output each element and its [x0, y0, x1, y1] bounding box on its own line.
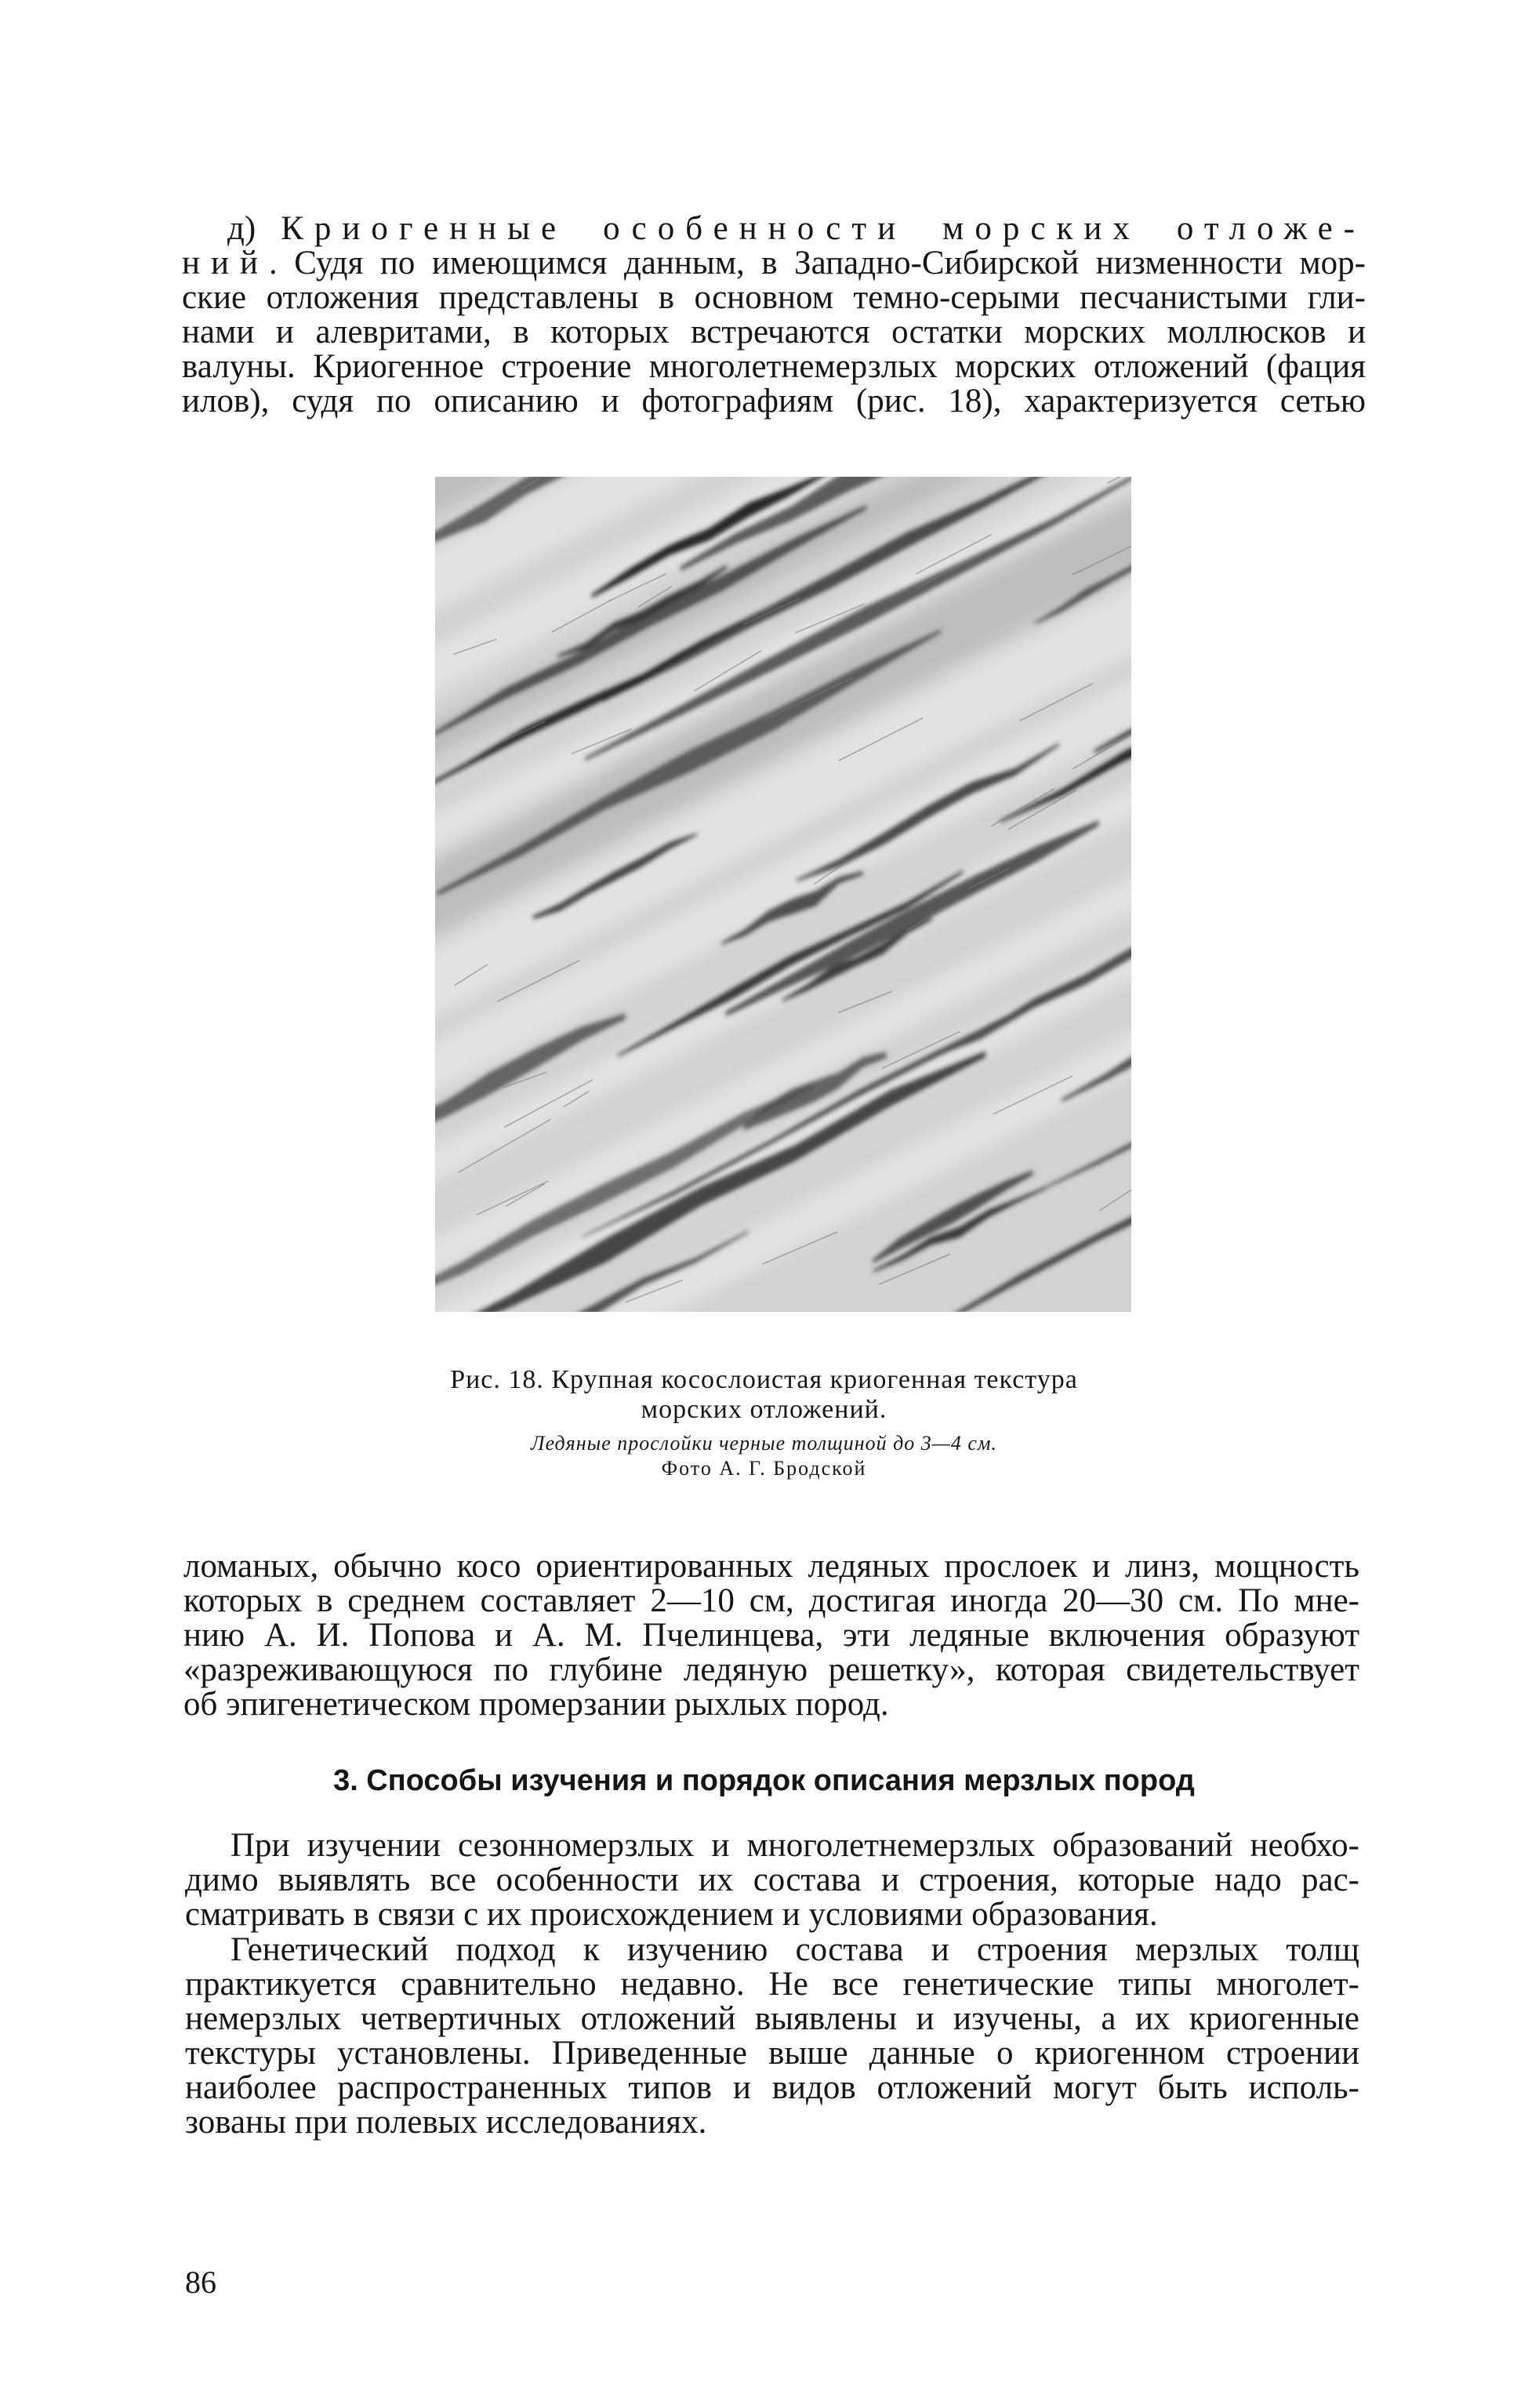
- text-line: илов), судя по описанию и фотографиям (рис. 18), характеризуется сетью: [182, 383, 1366, 419]
- text-line: нию А. И. Попова и А. М. Пчелинцева, эти ледяные включения образуют: [183, 1617, 1359, 1654]
- paragraph-study-methods: [185, 1829, 1359, 1932]
- text-line: которых в среднем составляет 2—10 см, достигая иногда 20—30 см. По мне-: [183, 1582, 1359, 1619]
- text-line: «разреживающуюся по глубине ледяную решетку», которая свидетельствует: [183, 1651, 1359, 1688]
- text-line: д) Криогенные особенности морских отложе-: [227, 210, 1366, 247]
- photo-cross-bedded-ice-texture-icon: [435, 477, 1131, 1312]
- text-line: Генетический подход к изучению состава и строения мерзлых толщ: [230, 1931, 1359, 1968]
- figure-caption-title-cont: морских отложений.: [641, 1395, 887, 1424]
- text-line: наиболее распространенных типов и видов отложений могут быть исполь-: [185, 2069, 1359, 2106]
- text-line: ские отложения представлены в основном темно-серыми песчанистыми гли-: [182, 279, 1366, 316]
- text-line: зованы при полевых исследованиях.: [185, 2104, 707, 2141]
- text-line: немерзлых четвертичных отложений выявлены и изучены, а их криогенные: [185, 2000, 1359, 2037]
- text-line: ний. Судя по имеющимся данным, в Западно-Сибирской низменности мор-: [182, 245, 1366, 281]
- paragraph-marine-deposits: [182, 212, 1366, 419]
- section-heading: 3. Способы изучения и порядок описания мерзлых пород: [333, 1764, 1195, 1797]
- text-line: нами и алевритами, в которых встречаются остатки морских моллюсков и: [182, 314, 1366, 350]
- text-line: ломаных, обычно косо ориентированных ледяных прослоек и линз, мощность: [183, 1548, 1359, 1585]
- text-line: практикуется сравнительно недавно. Не все генетические типы многолет-: [185, 1966, 1359, 2003]
- text-line: об эпигенетическом промерзании рыхлых пород.: [183, 1686, 889, 1723]
- text-line: При изучении сезонномерзлых и многолетнемерзлых образований необхо-: [230, 1827, 1359, 1864]
- figure-caption-note: Ледяные прослойки черные толщиной до 3—4 см.: [530, 1432, 998, 1455]
- text-line: димо выявлять все особенности их состава и строения, которые надо рас-: [185, 1861, 1359, 1898]
- figure-caption-credit: Фото А. Г. Бродской: [661, 1457, 867, 1480]
- paragraph-genetic-approach: [185, 1933, 1359, 2140]
- text-line: сматривать в связи с их происхождением и условиями образования.: [185, 1896, 1158, 1933]
- page-number: 86: [185, 2265, 216, 2300]
- text-line: валуны. Криогенное строение многолетнемерзлых морских отложений (фация: [182, 348, 1366, 385]
- figure-18-photo: [435, 477, 1131, 1312]
- figure-caption-title: Рис. 18. Крупная косослоистая криогенная текстура: [450, 1365, 1078, 1394]
- paragraph-ice-lenses: [183, 1549, 1359, 1722]
- text-line: текстуры установлены. Приведенные выше данные о криогенном строении: [185, 2035, 1359, 2072]
